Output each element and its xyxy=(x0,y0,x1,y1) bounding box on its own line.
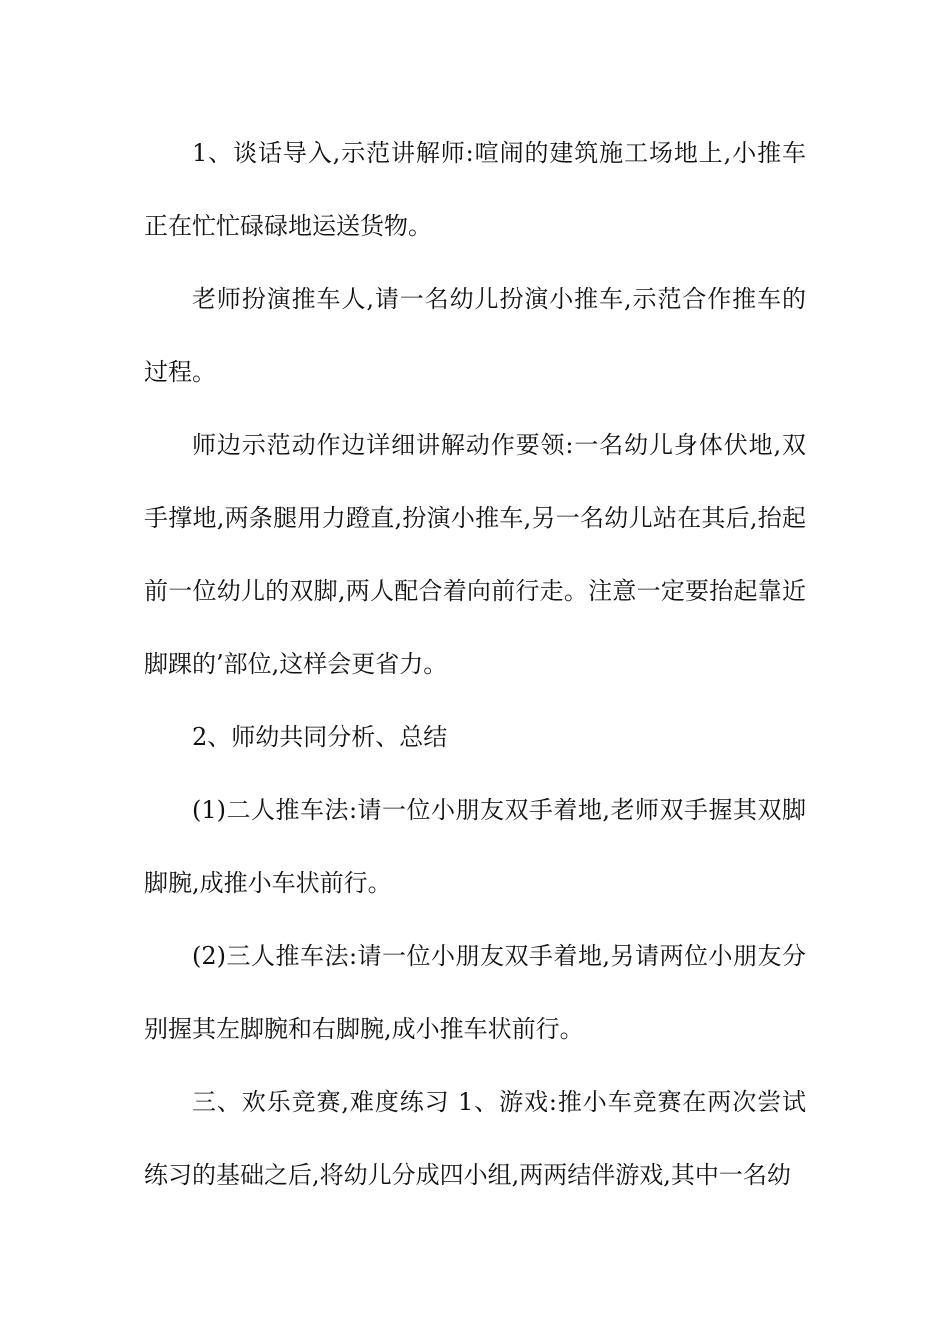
paragraph-5: (1)二人推车法:请一位小朋友双手着地,老师双手握其双脚脚腕,成推小车状前行。 xyxy=(144,796,806,897)
paragraph-1: 1、谈话导入,示范讲解师:喧闹的建筑施工场地上,小推车正在忙忙碌碌地运送货物。 xyxy=(144,139,806,240)
document-body xyxy=(144,117,806,1212)
paragraph-6: (2)三人推车法:请一位小朋友双手着地,另请两位小朋友分别握其左脚腕和右脚腕,成小推车状前行。 xyxy=(144,942,806,1043)
paragraph-4: 2、师幼共同分析、总结 xyxy=(192,723,448,751)
paragraph-2: 老师扮演推车人,请一名幼儿扮演小推车,示范合作推车的过程。 xyxy=(144,285,806,386)
paragraph-7: 三、欢乐竞赛,难度练习 1、游戏:推小车竞赛在两次尝试练习的基础之后,将幼儿分成四小组,两两结伴游戏,其中一名幼 xyxy=(144,1088,806,1189)
paragraph-3: 师边示范动作边详细讲解动作要领:一名幼儿身体伏地,双手撑地,两条腿用力蹬直,扮演小推车,另一名幼儿站在其后,抬起前一位幼儿的双脚,两人配合着向前行走。注意一定要抬起靠近脚踝的’部位,这样会更省力。 xyxy=(144,431,806,678)
